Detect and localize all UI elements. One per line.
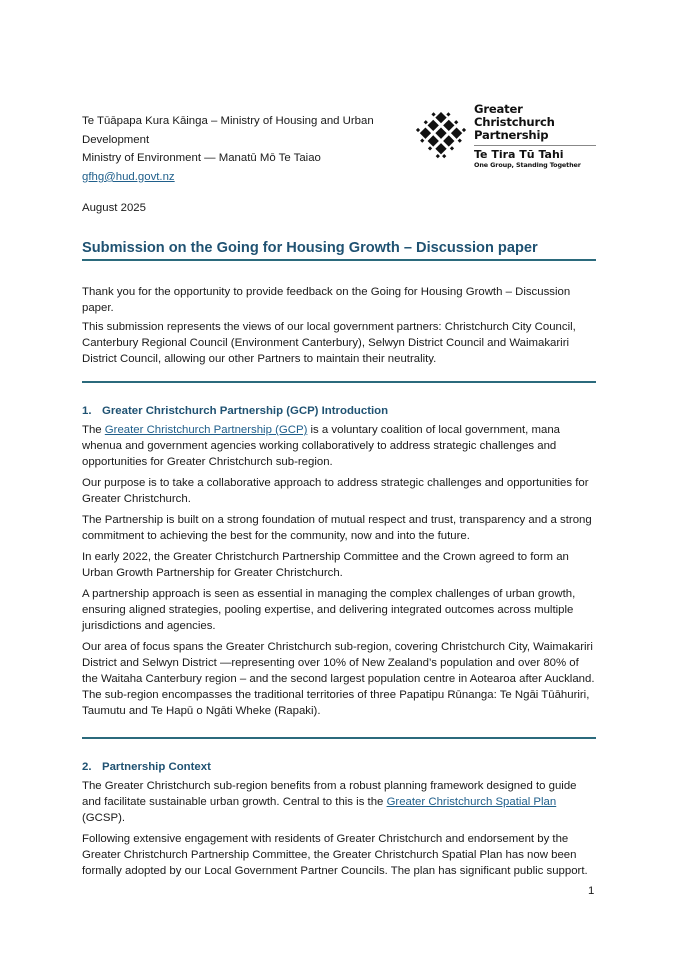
section-2-paragraph-2: Following extensive engagement with residents of Greater Christchurch and endorsement by the Greater Christchurch Partnership Committee, the Greater Christchurch Spatial Plan has now been formally adopted by our Local Government Partner Councils. The plan has significant public support. [82,833,588,877]
text-run: The [82,424,105,436]
intro-paragraph-2: This submission represents the views of our local government partners: Christchurch City Council, Canterbury Regional Council (Environment Canterbury), Selwyn District Council and Waimakariri District Council, allowing our other Partners to maintain their neutrality. [82,321,576,365]
text-run: is a voluntary coalition of local government, mana whenua and government agencies working collaboratively to address strategic challenges and opportunities for Greater Christchurch sub-region. [82,424,560,468]
section-1 [82,403,596,724]
section-2 [82,759,596,884]
section-1-number: 1. [82,405,92,417]
recipient-block [82,112,382,186]
logo-name-line-2: Partnership [474,128,549,142]
text-run: The Greater Christchurch sub-region benefits from a robust planning framework designed to guide and facilitate sustainable urban growth. Central to this is the [82,780,577,808]
section-2-paragraph-1 [82,778,596,826]
text-run: (GCSP). [82,812,126,824]
section-1-paragraph-6: Our area of focus spans the Greater Christchurch sub-region, covering Christchurch City, Waimakariri District and Selwyn District —representing over 10% of New Zealand’s population and over 80% of the Waitaha Canterbury region – and the second largest population centre in Aotearoa after Auckland. The sub-region encompasses the traditional territories of three Papatipu Rūnanga: Te Ngāi Tūāhuriri, Taumutu and Te Hapū o Ngāti Wheke (Rapaki). [82,641,595,717]
gcp-logo [412,103,602,169]
page-number: 1 [588,885,595,897]
logo-maori-name: Te Tira Tū Tahi [474,148,564,161]
intro-section [82,284,596,370]
intro-paragraph-1: Thank you for the opportunity to provide feedback on the Going for Housing Growth – Discussion paper. [82,286,571,314]
section-2-heading [82,759,596,775]
section-2-number: 2. [82,761,92,773]
section-divider [82,381,596,383]
logo-name-line-1: Greater Christchurch [474,102,555,129]
section-2-heading-text: Partnership Context [102,761,211,773]
document-title: Submission on the Going for Housing Growth – Discussion paper [82,240,596,261]
section-1-paragraph-5: A partnership approach is seen as essential in managing the complex challenges of urban growth, ensuring aligned strategies, pooling expertise, and delivering integrated outcomes across multiple jurisdictions and agencies. [82,588,576,632]
logo-tagline: One Group, Standing Together [474,161,581,169]
gcp-lattice-icon [412,107,470,165]
recipient-line-1: Te Tūāpapa Kura Kāinga – Ministry of Housing and Urban Development [82,115,374,146]
recipient-line-2: Ministry of Environment — Manatū Mō Te Taiao [82,152,321,165]
section-1-paragraph-2: Our purpose is to take a collaborative approach to address strategic challenges and opportunities for Greater Christchurch. [82,477,589,505]
logo-text [474,103,604,169]
section-divider [82,737,596,739]
section-1-paragraph-1 [82,422,596,470]
section-1-heading [82,403,596,419]
gcsp-link[interactable]: Greater Christchurch Spatial Plan [386,796,557,808]
logo-divider [474,145,596,146]
section-1-heading-text: Greater Christchurch Partnership (GCP) Introduction [102,405,389,417]
section-1-paragraph-4: In early 2022, the Greater Christchurch Partnership Committee and the Crown agreed to form an Urban Growth Partnership for Greater Christchurch. [82,551,569,579]
section-1-paragraph-3: The Partnership is built on a strong foundation of mutual respect and trust, transparency and a strong commitment to achieving the best for the community, now and into the future. [82,514,592,542]
gcp-link[interactable]: Greater Christchurch Partnership (GCP) [104,424,308,436]
recipient-email-link[interactable]: gfhg@hud.govt.nz [82,170,175,183]
document-date: August 2025 [82,202,146,214]
